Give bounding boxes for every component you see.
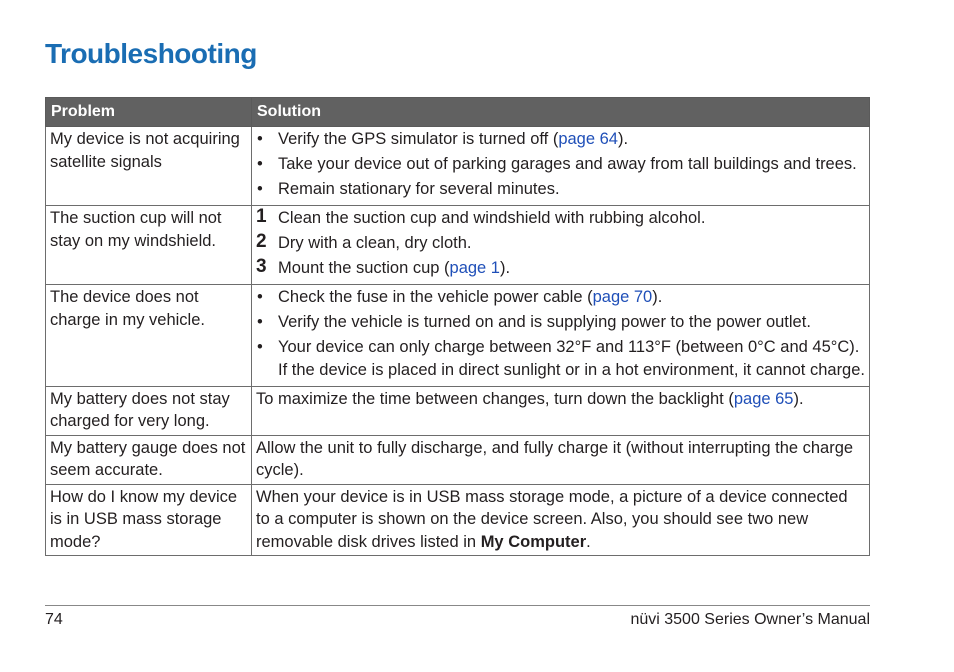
bullet-icon: • [257, 155, 263, 173]
solution-cell: Allow the unit to fully discharge, and fully charge it (without interrupting the charge cycle). [252, 435, 870, 484]
solution-text-after: ). [793, 389, 804, 408]
page-link[interactable]: page 65 [733, 389, 794, 408]
table-header-row [46, 98, 870, 127]
list-item-text: Clean the suction cup and windshield with rubbing alcohol. [278, 209, 706, 227]
list-item-text-after: ). [617, 130, 629, 148]
footer-divider [45, 605, 870, 606]
list-item-text: Your device can only charge between 32°F and 113°F (between 0°C and 45°C). If the device is placed in direct sunlight or in a hot environment, it cannot charge. [278, 338, 865, 379]
list-item-text: Verify the GPS simulator is turned off ( [278, 130, 559, 148]
page-link[interactable]: page 1 [449, 259, 500, 277]
table-row [46, 386, 870, 435]
column-header-solution: Solution [252, 98, 870, 127]
page-link[interactable]: page 64 [558, 130, 618, 148]
problem-cell: How do I know my device is in USB mass storage mode? [46, 484, 252, 556]
list-item [256, 336, 865, 381]
list-item-text: Mount the suction cup ( [278, 259, 450, 277]
bullet-icon: • [257, 180, 263, 198]
page-title: Troubleshooting [45, 38, 257, 69]
problem-cell: My device is not acquiring satellite signals [46, 127, 252, 206]
solution-cell [252, 386, 870, 435]
problem-cell: My battery does not stay charged for very long. [46, 386, 252, 435]
list-item-text-after: ). [652, 288, 663, 306]
solution-text-after: . [586, 532, 591, 551]
list-item [256, 286, 865, 309]
table-row [46, 484, 870, 556]
bullet-icon: • [257, 313, 263, 331]
table-row [46, 285, 870, 387]
list-item [256, 153, 865, 176]
bullet-icon: • [257, 338, 263, 356]
solution-cell [252, 127, 870, 206]
list-item [256, 207, 865, 230]
problem-cell: The device does not charge in my vehicle. [46, 285, 252, 387]
menu-reference: My Computer [480, 532, 587, 551]
list-item-text-after: ). [499, 259, 511, 277]
solution-cell [252, 484, 870, 556]
list-item-text: Dry with a clean, dry cloth. [278, 234, 472, 252]
list-item-text: Verify the vehicle is turned on and is supplying power to the power outlet. [278, 313, 811, 331]
solution-bullet-list [256, 286, 865, 381]
list-item [256, 311, 865, 334]
table-row [46, 206, 870, 285]
problem-cell: My battery gauge does not seem accurate. [46, 435, 252, 484]
list-item [256, 257, 865, 280]
step-number: 2 [256, 231, 267, 252]
solution-cell [252, 206, 870, 285]
step-number: 3 [256, 256, 267, 277]
table-row [46, 435, 870, 484]
step-number: 1 [256, 206, 267, 227]
table-row [46, 127, 870, 206]
problem-cell: The suction cup will not stay on my windshield. [46, 206, 252, 285]
solution-cell [252, 285, 870, 387]
solution-text: When your device is in USB mass storage mode, a picture of a device connected to a computer is shown on the device screen. Also, you should see two new removable disk drives listed in [256, 487, 848, 551]
page-link[interactable]: page 70 [592, 288, 653, 306]
page-number: 74 [45, 611, 63, 628]
list-item [256, 232, 865, 255]
list-item-text: Check the fuse in the vehicle power cable ( [278, 288, 593, 306]
solution-step-list [256, 207, 865, 280]
troubleshooting-table [45, 97, 870, 556]
bullet-icon: • [257, 288, 263, 306]
list-item [256, 178, 865, 201]
solution-text: To maximize the time between changes, turn down the backlight ( [256, 389, 734, 408]
list-item-text: Take your device out of parking garages and away from tall buildings and trees. [278, 155, 857, 173]
manual-title: nüvi 3500 Series Owner’s Manual [630, 611, 870, 628]
solution-bullet-list [256, 128, 865, 201]
list-item [256, 128, 865, 151]
bullet-icon: • [257, 130, 263, 148]
list-item-text: Remain stationary for several minutes. [278, 180, 560, 198]
column-header-problem: Problem [46, 98, 252, 127]
